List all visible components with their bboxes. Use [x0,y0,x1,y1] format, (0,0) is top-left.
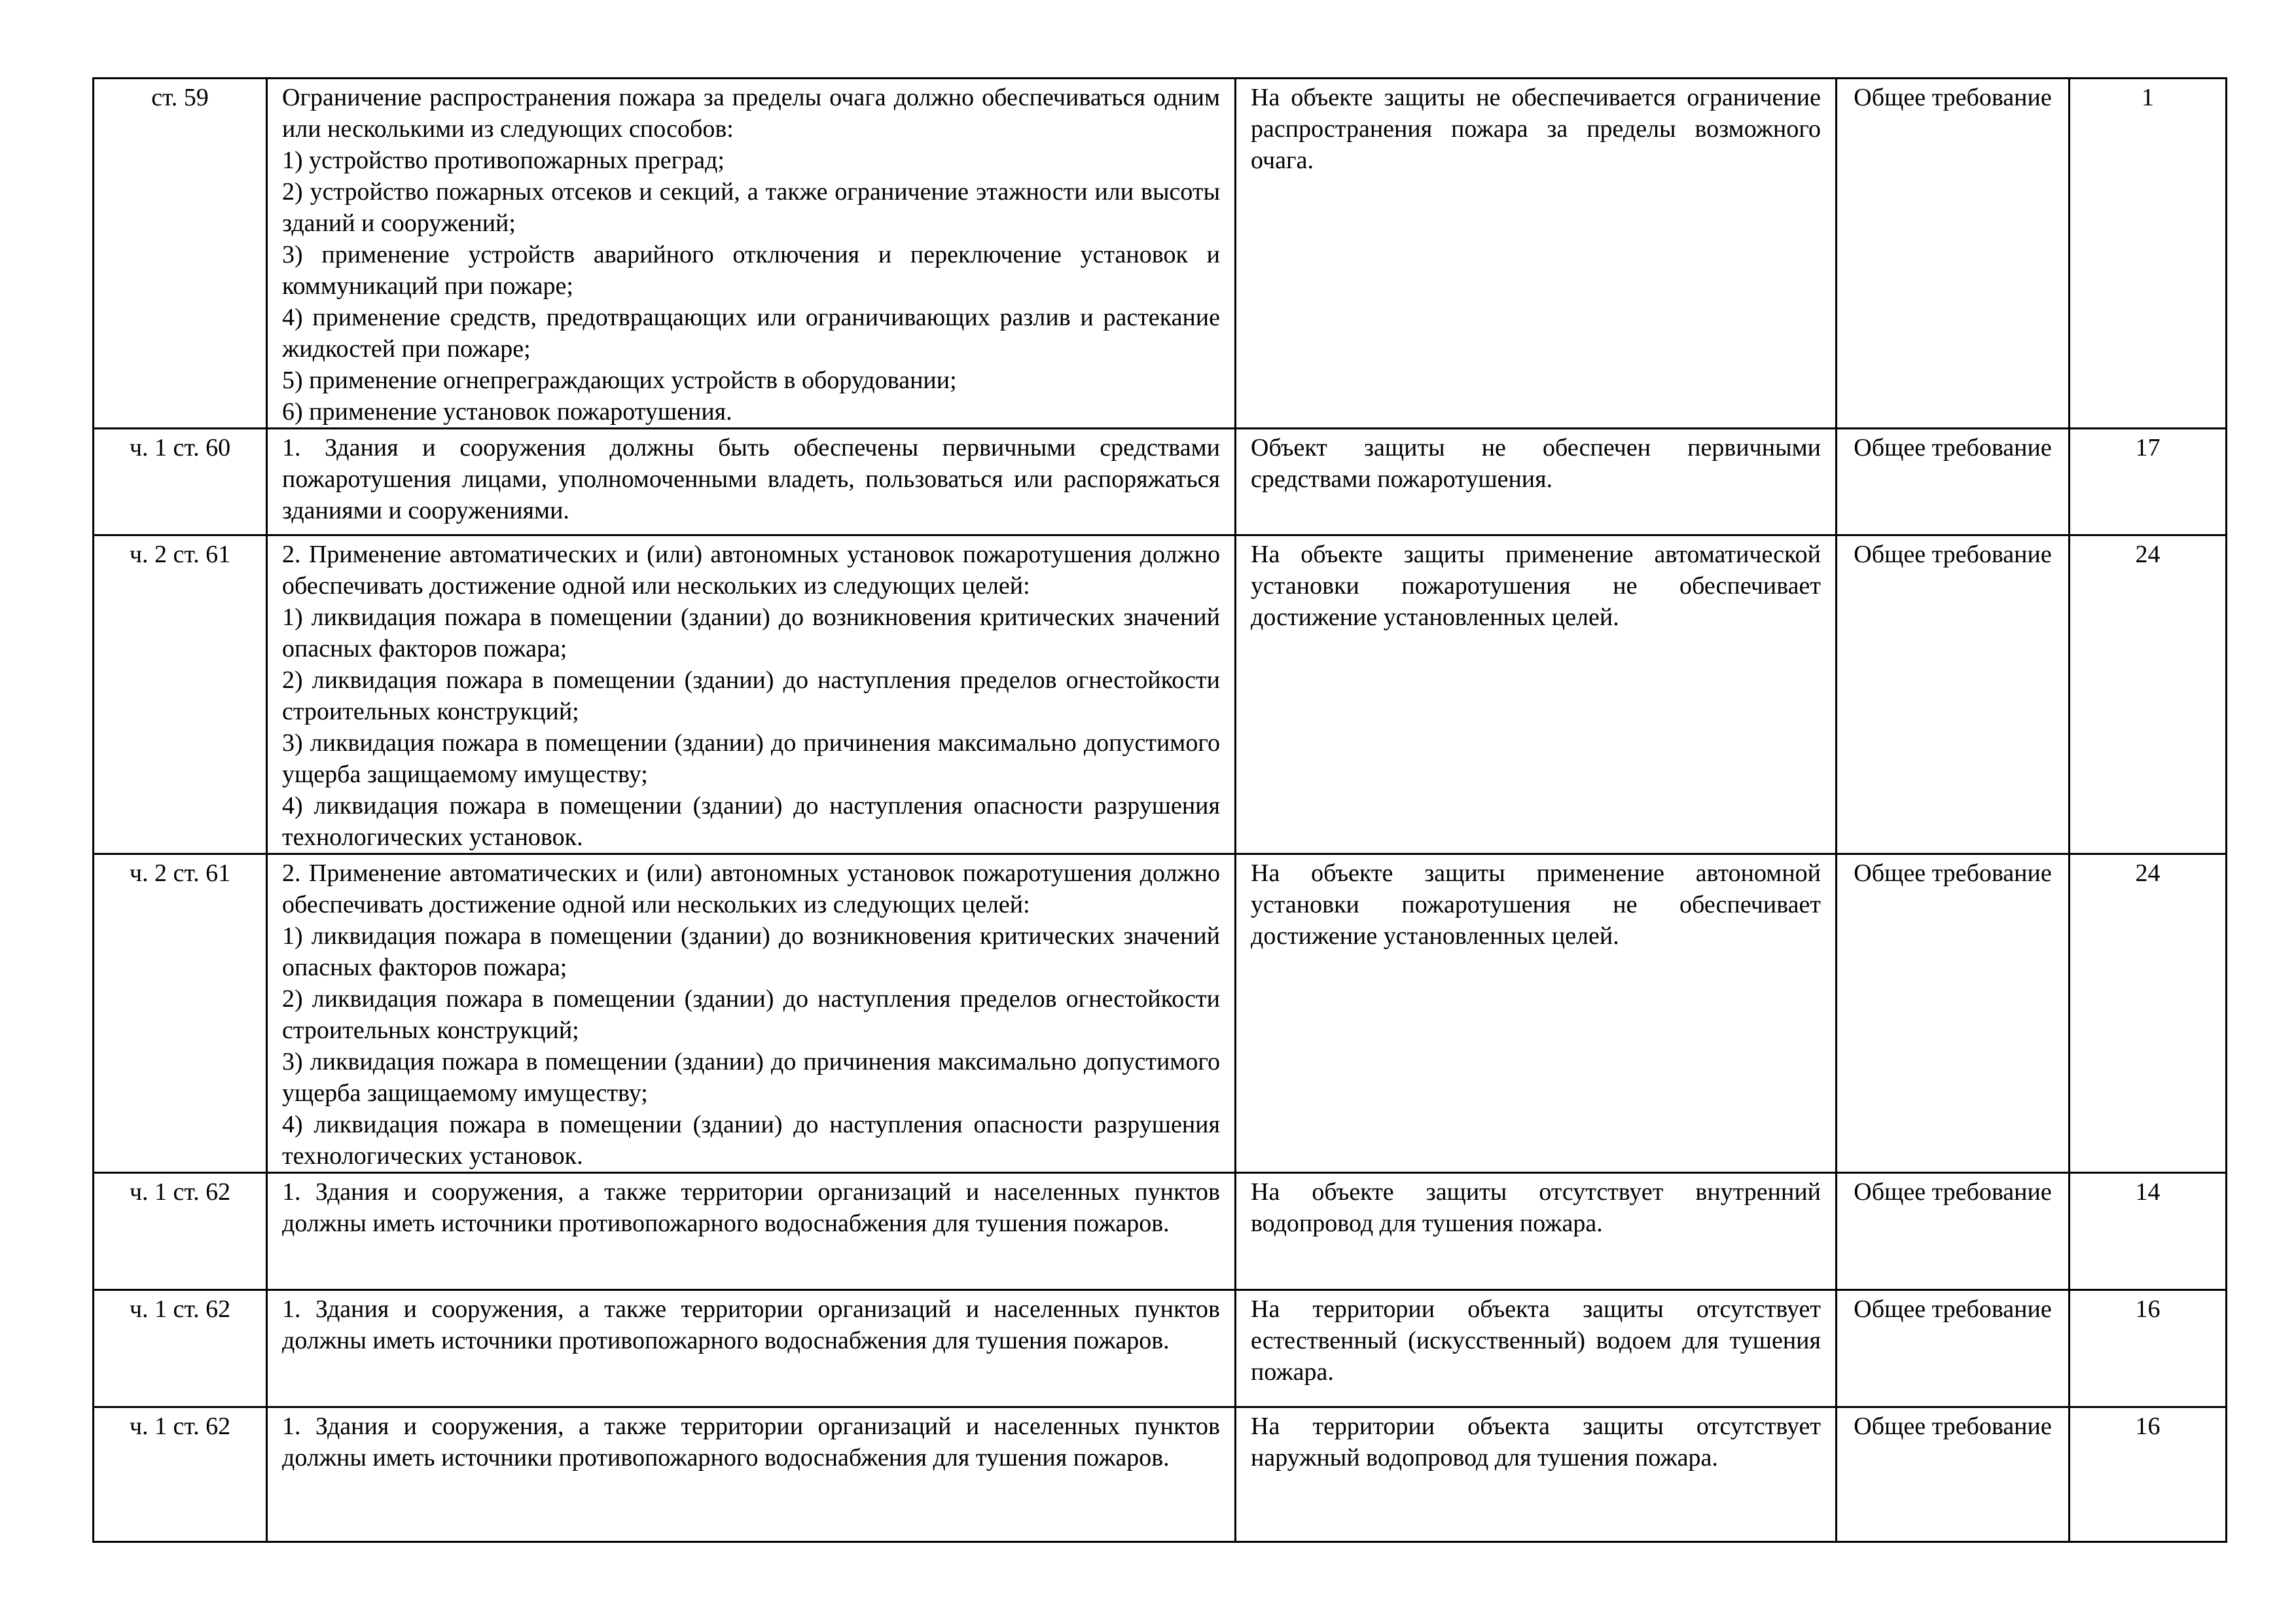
article-cell: ч. 1 ст. 62 [94,1173,267,1290]
article-cell: ч. 1 ст. 60 [94,429,267,535]
requirement-line: 6) применение установок пожаротушения. [282,398,732,425]
number-cell: 14 [2070,1173,2227,1290]
requirement-line: 5) применение огнепреграждающих устройств в оборудовании; [282,367,957,394]
number-cell: 16 [2070,1290,2227,1407]
requirement-line: 1) ликвидация пожара в помещении (здании) до возникновения критических значений опасных факторов пожара; [282,604,1220,662]
number-cell: 16 [2070,1407,2227,1542]
article-cell: ч. 1 ст. 62 [94,1290,267,1407]
article-cell: ч. 2 ст. 61 [94,854,267,1173]
table-row [94,79,2227,429]
requirement-type-cell: Общее требование [1837,854,2070,1173]
number-cell: 17 [2070,429,2227,535]
violation-cell: Объект защиты не обеспечен первичными средствами пожаротушения. [1236,429,1837,535]
requirements-table [92,77,2227,1543]
requirement-line: 1) устройство противопожарных преград; [282,147,725,174]
requirement-line: 1. Здания и сооружения, а также территории организаций и населенных пунктов должны иметь источники противопожарного водоснабжения для тушения пожаров. [282,1413,1220,1471]
requirement-type-cell: Общее требование [1837,429,2070,535]
requirement-line: 1. Здания и сооружения должны быть обеспечены первичными средствами пожаротушения лицами, уполномоченными владеть, пользоваться или распоряжаться зданиями и сооружениями. [282,434,1220,524]
article-cell: ч. 2 ст. 61 [94,535,267,854]
requirement-type-cell: Общее требование [1837,1173,2070,1290]
requirement-line: 3) ликвидация пожара в помещении (здании) до причинения максимально допустимого ущерба защищаемому имуществу; [282,729,1220,788]
requirement-line: 4) применение средств, предотвращающих или ограничивающих разлив и растекание жидкостей при пожаре; [282,304,1220,363]
requirement-line: 2. Применение автоматических и (или) автономных установок пожаротушения должно обеспечивать достижение одной или нескольких из следующих целей: [282,859,1220,918]
article-cell: ст. 59 [94,79,267,429]
requirement-line: 1. Здания и сооружения, а также территории организаций и населенных пунктов должны иметь источники противопожарного водоснабжения для тушения пожаров. [282,1178,1220,1237]
requirement-line: 2) ликвидация пожара в помещении (здании) до наступления пределов огнестойкости строительных конструкций; [282,985,1220,1044]
requirement-type-cell: Общее требование [1837,535,2070,854]
requirement-cell [267,854,1236,1173]
requirement-type-cell: Общее требование [1837,1407,2070,1542]
table-row [94,1407,2227,1542]
requirement-cell [267,1290,1236,1407]
table-row [94,1173,2227,1290]
requirement-type-cell: Общее требование [1837,79,2070,429]
violation-cell: На объекте защиты отсутствует внутренний водопровод для тушения пожара. [1236,1173,1837,1290]
requirement-cell [267,1173,1236,1290]
violation-cell: На территории объекта защиты отсутствует естественный (искусственный) водоем для тушения пожара. [1236,1290,1837,1407]
requirement-line: 2. Применение автоматических и (или) автономных установок пожаротушения должно обеспечивать достижение одной или нескольких из следующих целей: [282,541,1220,600]
requirement-line: 3) применение устройств аварийного отключения и переключение установок и коммуникаций при пожаре; [282,241,1220,300]
table-row [94,854,2227,1173]
requirement-line: 1. Здания и сооружения, а также территории организаций и населенных пунктов должны иметь источники противопожарного водоснабжения для тушения пожаров. [282,1295,1220,1354]
violation-cell: На объекте защиты не обеспечивается ограничение распространения пожара за пределы возможного очага. [1236,79,1837,429]
requirement-line: 4) ликвидация пожара в помещении (здании) до наступления опасности разрушения технологических установок. [282,1111,1220,1170]
number-cell: 24 [2070,854,2227,1173]
violation-cell: На территории объекта защиты отсутствует наружный водопровод для тушения пожара. [1236,1407,1837,1542]
requirement-line: 4) ликвидация пожара в помещении (здании) до наступления опасности разрушения технологических установок. [282,792,1220,851]
requirement-line: 3) ликвидация пожара в помещении (здании) до причинения максимально допустимого ущерба защищаемому имуществу; [282,1048,1220,1107]
requirement-cell [267,79,1236,429]
violation-cell: На объекте защиты применение автоматической установки пожаротушения не обеспечивает достижение установленных целей. [1236,535,1837,854]
requirement-line: 1) ликвидация пожара в помещении (здании) до возникновения критических значений опасных факторов пожара; [282,922,1220,981]
article-cell: ч. 1 ст. 62 [94,1407,267,1542]
number-cell: 24 [2070,535,2227,854]
table-row [94,429,2227,535]
table-row [94,1290,2227,1407]
requirement-line: 2) устройство пожарных отсеков и секций, а также ограничение этажности или высоты зданий и сооружений; [282,178,1220,237]
requirement-line: 2) ликвидация пожара в помещении (здании) до наступления пределов огнестойкости строительных конструкций; [282,666,1220,725]
requirement-line: Ограничение распространения пожара за пределы очага должно обеспечиваться одним или несколькими из следующих способов: [282,84,1220,143]
requirement-cell [267,535,1236,854]
requirement-cell [267,1407,1236,1542]
table-row [94,535,2227,854]
violation-cell: На объекте защиты применение автономной установки пожаротушения не обеспечивает достижение установленных целей. [1236,854,1837,1173]
requirement-cell [267,429,1236,535]
requirement-type-cell: Общее требование [1837,1290,2070,1407]
number-cell: 1 [2070,79,2227,429]
